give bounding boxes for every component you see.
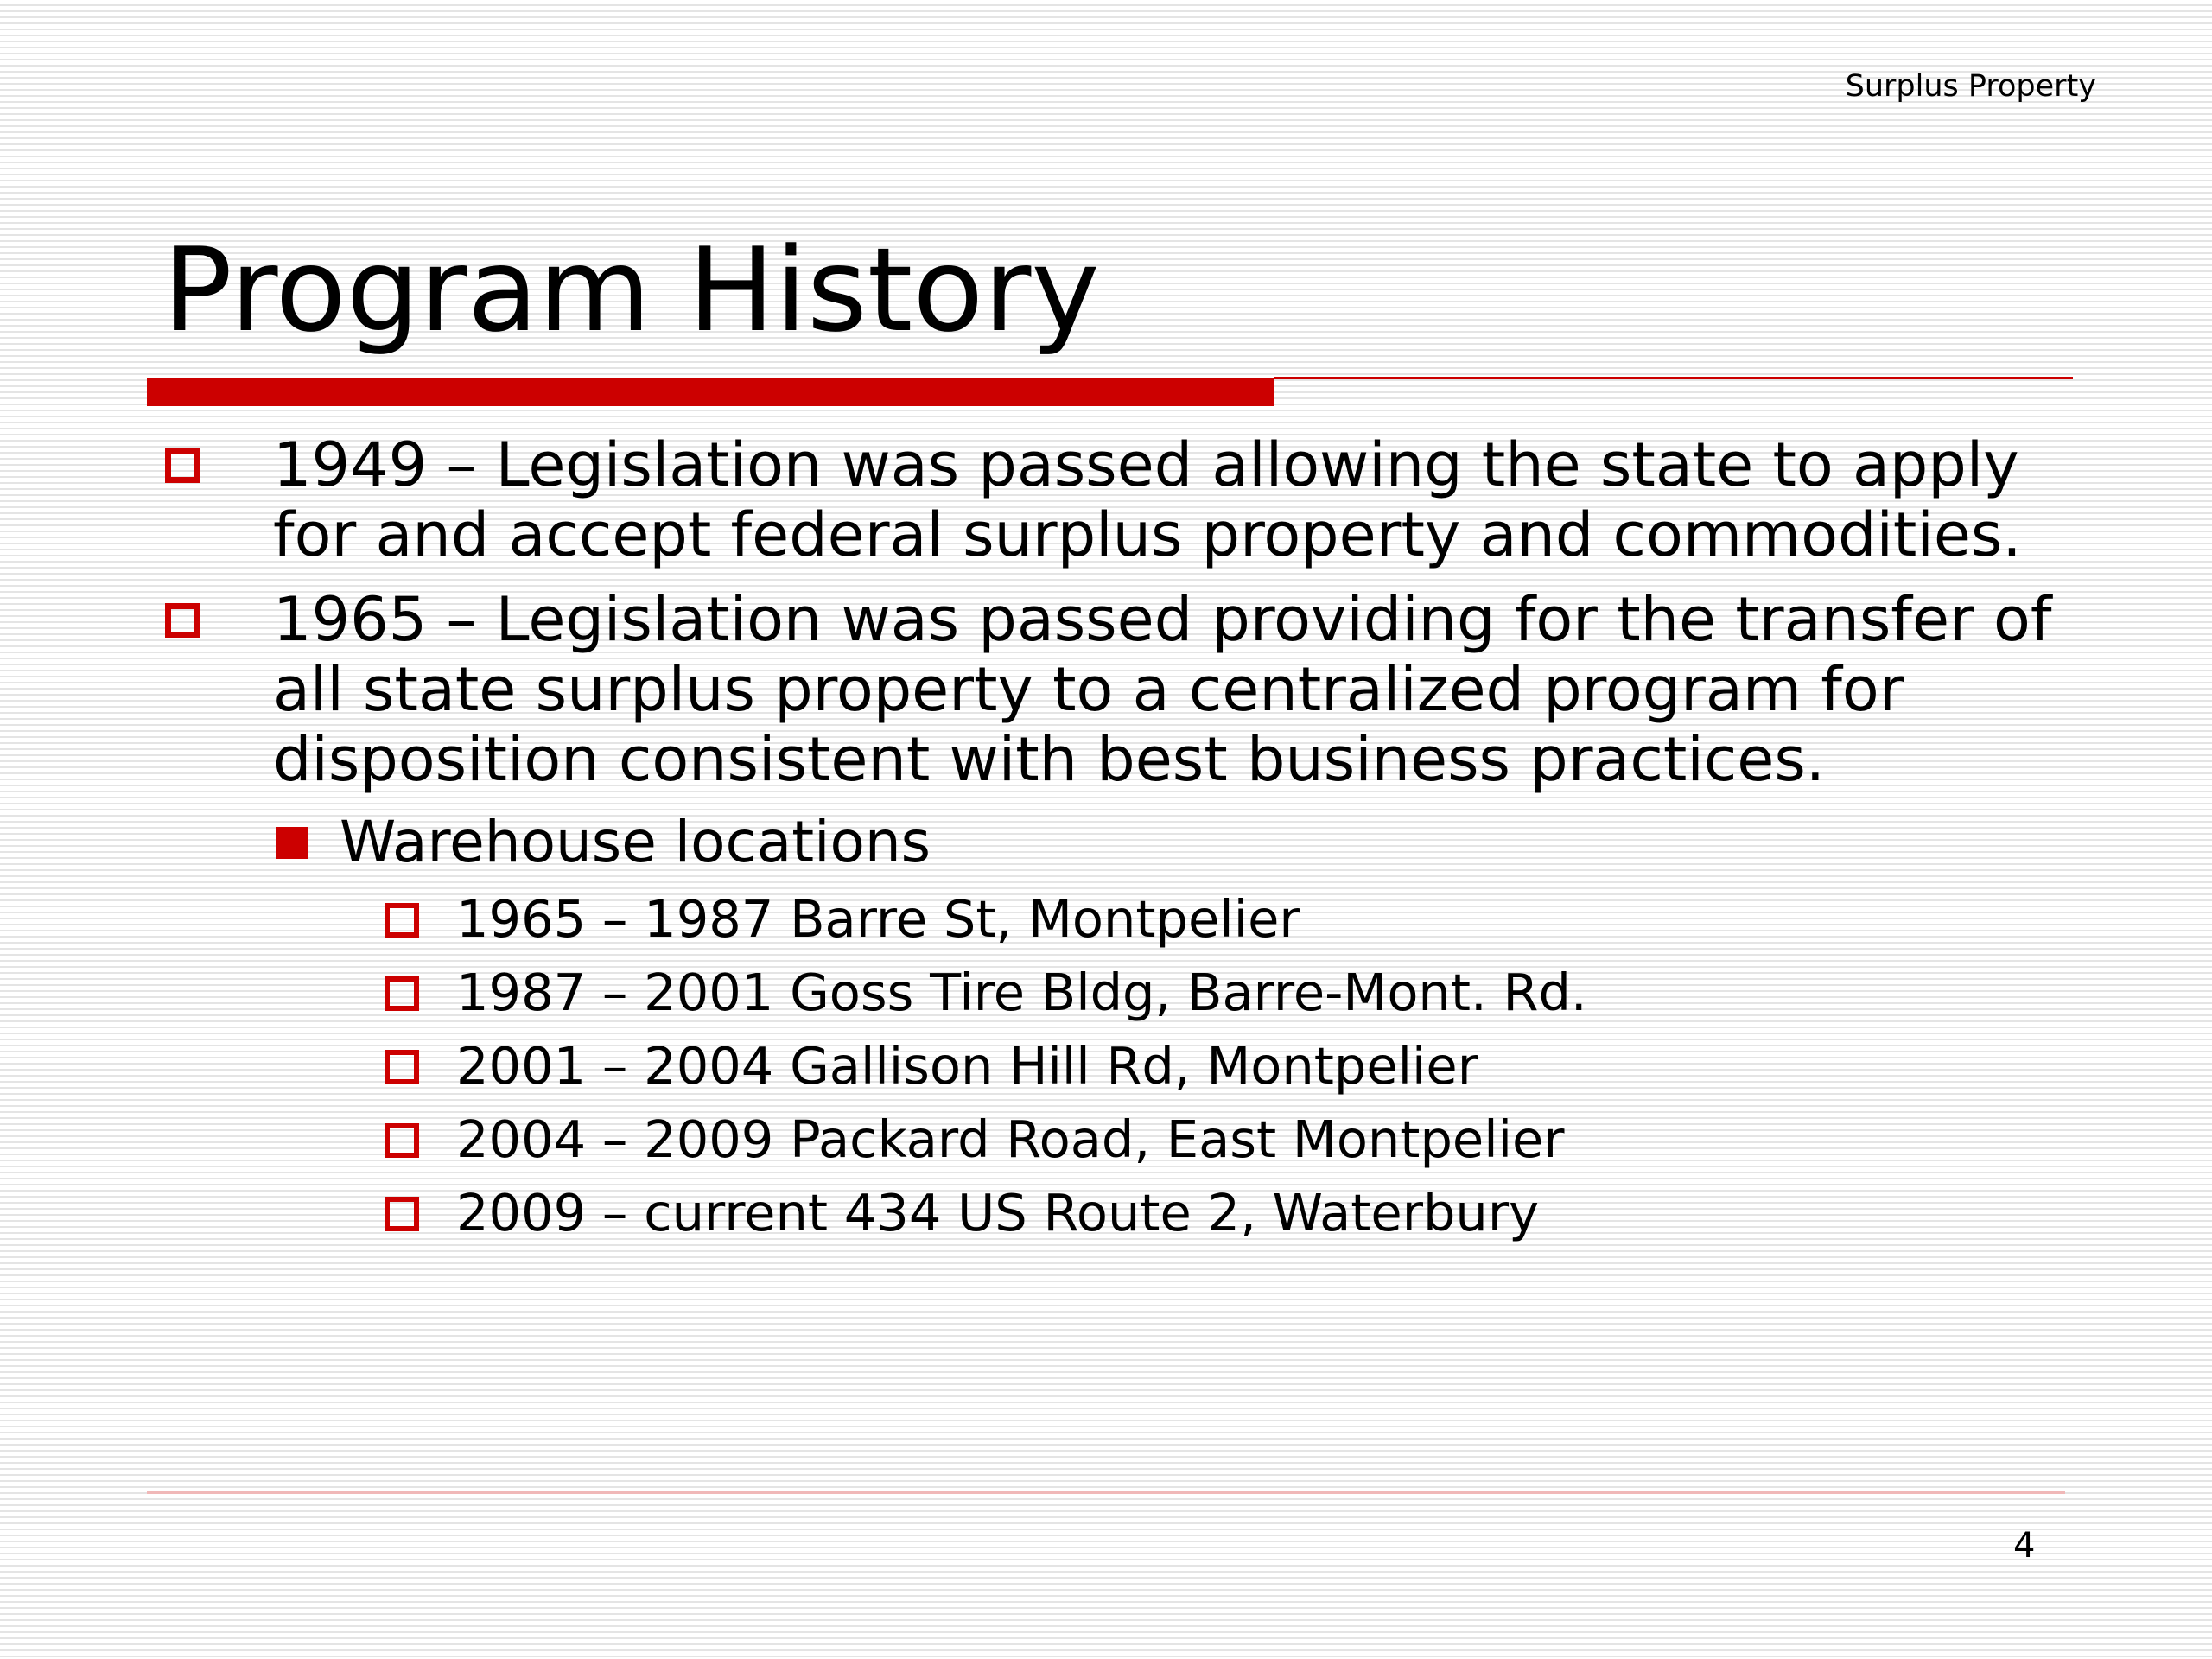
filled-square-icon	[276, 827, 308, 859]
bullet-text: 1949 – Legislation was passed allowing the state to apply for and accept federal surplus property and commodities.	[273, 429, 2022, 570]
list-item-text: 2009 – current 434 US Route 2, Waterbury	[456, 1183, 1540, 1243]
hollow-square-icon	[385, 1050, 419, 1084]
footer-divider	[147, 1491, 2065, 1494]
list-item	[162, 1029, 2098, 1103]
hollow-square-icon	[385, 1197, 419, 1231]
list-item	[162, 1103, 2098, 1176]
bullet-item	[162, 585, 2098, 795]
hollow-square-icon	[385, 1123, 419, 1158]
hollow-square-icon	[385, 903, 419, 938]
page-number: 4	[2013, 1526, 2036, 1566]
list-item-text: 1965 – 1987 Barre St, Montpelier	[456, 889, 1300, 949]
sub-bullet-text: Warehouse locations	[340, 809, 931, 875]
list-item	[162, 882, 2098, 956]
slide-content	[162, 430, 2098, 1249]
list-item	[162, 956, 2098, 1029]
hollow-square-icon	[165, 603, 200, 638]
hollow-square-icon	[165, 448, 200, 483]
warehouse-location-list	[162, 882, 2098, 1249]
list-item-text: 2001 – 2004 Gallison Hill Rd, Montpelier	[456, 1036, 1478, 1096]
sub-bullet-item	[162, 808, 2098, 877]
bullet-text: 1965 – Legislation was passed providing for the transfer of all state surplus property to a centralized program for disposition consistent with best business practices.	[273, 584, 2052, 795]
slide-title: Program History	[162, 223, 1100, 358]
title-underline-thin	[1274, 377, 2073, 379]
list-item-text: 2004 – 2009 Packard Road, East Montpelier	[456, 1109, 1565, 1169]
list-item	[162, 1176, 2098, 1249]
hollow-square-icon	[385, 976, 419, 1011]
list-item-text: 1987 – 2001 Goss Tire Bldg, Barre-Mont. Rd.	[456, 963, 1587, 1022]
title-underline-thick	[147, 378, 1274, 406]
bullet-item	[162, 430, 2098, 570]
header-text: Surplus Property	[1845, 69, 2096, 104]
